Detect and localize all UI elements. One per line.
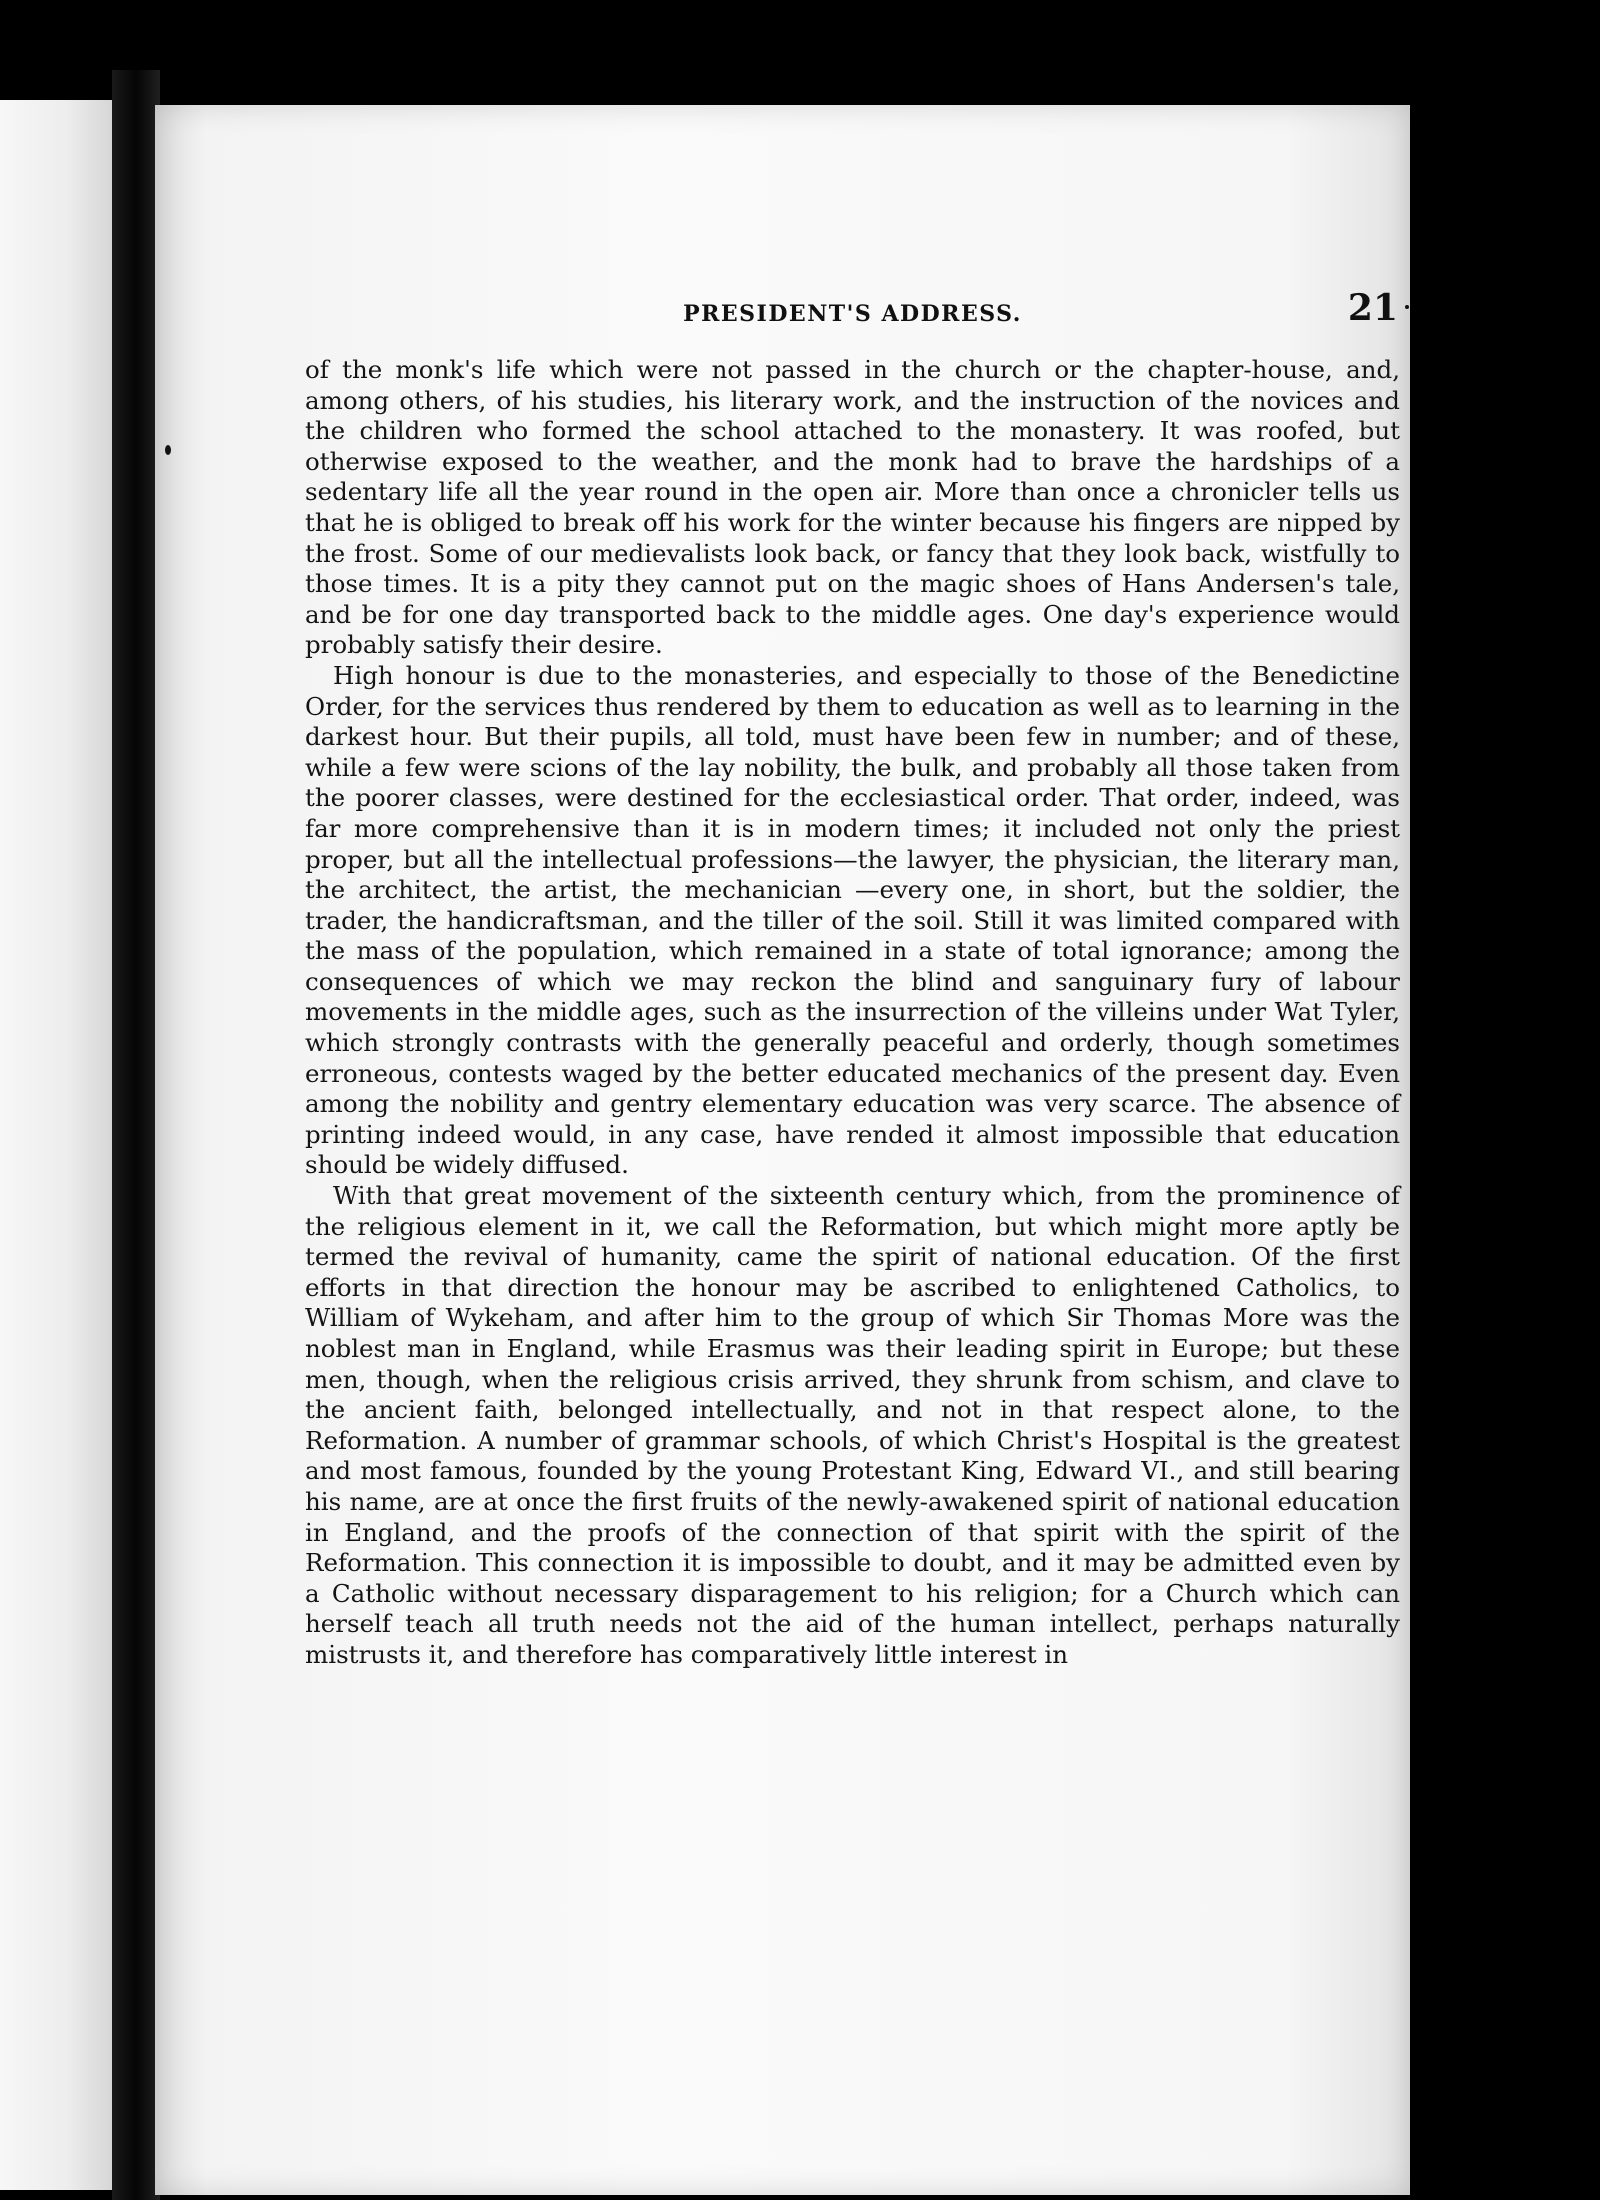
facing-page-edge xyxy=(0,100,112,2190)
paragraph: of the monk's life which were not passed in the church or the chapter-house, and, among others, of his studies, his literary work, and the instruction of the novices and the children who formed the school attached to the monastery. It was roofed, but otherwise exposed to the weather, and the monk had to brave the hardships of a sedentary life all the year round in the open air. More than once a chronicler tells us that he is obliged to break off his work for the winter because his fingers are nipped by the frost. Some of our medievalists look back, or fancy that they look back, wistfully to those times. It is a pity they cannot put on the magic shoes of Hans Andersen's tale, and be for one day transported back to the middle ages. One day's experience would probably satisfy their desire. xyxy=(305,355,1400,660)
scan-speck xyxy=(165,445,171,455)
running-head xyxy=(305,285,1400,345)
running-head-title: PRESIDENT'S ADDRESS. xyxy=(683,301,1022,327)
scan-speck xyxy=(1405,305,1409,309)
paragraph: With that great movement of the sixteenth century which, from the prominence of the religious element in it, we call the Reformation, but which might more aptly be termed the revival of humanity, came the spirit of national education. Of the first efforts in that direction the honour may be ascribed to enlightened Catholics, to William of Wykeham, and after him to the group of which Sir Thomas More was the noblest man in England, while Erasmus was their leading spirit in Europe; but these men, though, when the religious crisis arrived, they shrunk from schism, and clave to the ancient faith, belonged intellectually, and not in that respect alone, to the Reformation. A number of grammar schools, of which Christ's Hospital is the greatest and most famous, founded by the young Protestant King, Edward VI., and still bearing his name, are at once the first fruits of the newly-awakened spirit of national education in England, and the proofs of the connection of that spirit with the spirit of the Reformation. This connection it is impossible to doubt, and it may be admitted even by a Catholic without necessary disparagement to his religion; for a Church which can herself teach all truth needs not the aid of the human intellect, perhaps naturally mistrusts it, and therefore has comparatively little interest in xyxy=(305,1181,1400,1669)
page-content xyxy=(305,285,1400,1671)
page-number: 21 xyxy=(1347,287,1398,329)
paragraph: High honour is due to the monasteries, and especially to those of the Benedictine Order, for the services thus rendered by them to education as well as to learning in the darkest hour. But their pupils, all told, must have been few in number; and of these, while a few were scions of the lay nobility, the bulk, and probably all those taken from the poorer classes, were destined for the ecclesiastical order. That order, indeed, was far more comprehensive than it is in modern times; it included not only the priest proper, but all the intellectual professions—the lawyer, the physician, the literary man, the architect, the artist, the mechanician —every one, in short, but the soldier, the trader, the handicraftsman, and the tiller of the soil. Still it was limited compared with the mass of the population, which remained in a state of total ignorance; among the consequences of which we may reckon the blind and sanguinary fury of labour movements in the middle ages, such as the insurrection of the villeins under Wat Tyler, which strongly contrasts with the generally peaceful and orderly, though sometimes erroneous, contests waged by the better educated mechanics of the present day. Even among the nobility and gentry elementary education was very scarce. The absence of printing indeed would, in any case, have rended it almost impossible that education should be widely diffused. xyxy=(305,660,1400,1180)
body-text xyxy=(305,355,1400,1671)
book-page xyxy=(155,105,1410,2195)
book-gutter xyxy=(112,70,160,2200)
